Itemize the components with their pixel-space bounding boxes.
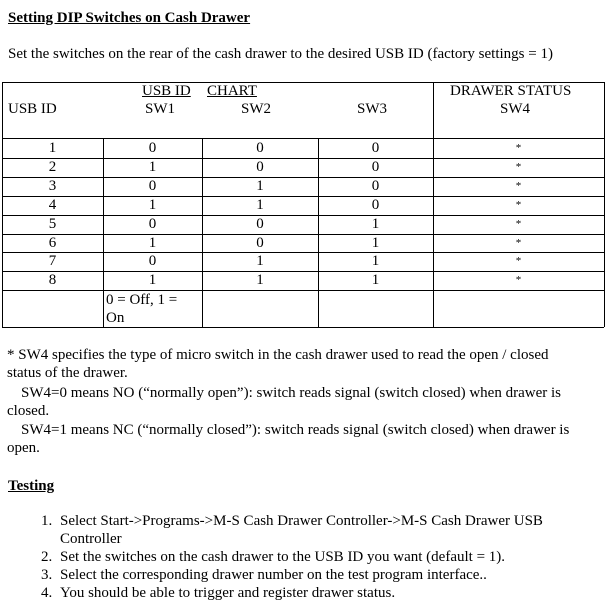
step-1-line-2: Controller xyxy=(60,531,122,547)
header-sw2: SW2 xyxy=(241,101,271,117)
cell-usb-id: 6 xyxy=(48,235,57,251)
note-line-1: * SW4 specifies the type of micro switch in the cash drawer used to read the open / closed xyxy=(7,347,549,363)
cell-sw4: * xyxy=(515,218,522,230)
cell-sw3: 1 xyxy=(371,253,380,269)
cell-usb-id: 7 xyxy=(48,253,57,269)
legend-line-2: On xyxy=(106,310,125,326)
cell-sw1: 1 xyxy=(148,197,157,213)
table-bottom-border xyxy=(2,327,604,328)
cell-sw1: 0 xyxy=(148,178,157,194)
cell-usb-id: 3 xyxy=(48,178,57,194)
header-usb-id: USB ID xyxy=(8,101,57,117)
cell-usb-id: 1 xyxy=(48,140,57,156)
table-right-border xyxy=(604,82,605,327)
cell-sw1: 1 xyxy=(148,235,157,251)
cell-sw2: 0 xyxy=(256,216,264,232)
testing-heading: Testing xyxy=(8,478,55,494)
cell-sw1: 0 xyxy=(148,140,157,156)
cell-usb-id: 8 xyxy=(48,272,57,288)
cell-sw2: 0 xyxy=(256,140,264,156)
cell-sw4: * xyxy=(515,199,522,211)
header-usb-id-group: USB ID xyxy=(142,83,191,99)
step-1 xyxy=(56,512,611,548)
cell-sw3: 1 xyxy=(371,235,380,251)
note-line-4: closed. xyxy=(7,403,50,419)
cell-sw1: 0 xyxy=(148,253,157,269)
cell-sw3: 1 xyxy=(371,216,380,232)
cell-sw1: 1 xyxy=(148,159,157,175)
note-line-6: open. xyxy=(7,440,40,456)
step-4-text: You should be able to trigger and register drawer status. xyxy=(60,585,396,601)
page-title: Setting DIP Switches on Cash Drawer xyxy=(8,10,251,26)
cell-sw2: 1 xyxy=(256,272,264,288)
header-sw3: SW3 xyxy=(357,101,387,117)
cell-sw4: * xyxy=(515,180,522,192)
cell-sw1: 0 xyxy=(148,216,157,232)
step-3-text: Select the corresponding drawer number on the test program interface.. xyxy=(60,567,487,583)
table-legend-border xyxy=(2,290,604,291)
cell-sw3: 0 xyxy=(371,178,380,194)
cell-sw4: * xyxy=(515,255,522,267)
note-line-2: status of the drawer. xyxy=(7,365,128,381)
step-2-text: Set the switches on the cash drawer to the USB ID you want (default = 1). xyxy=(60,549,506,565)
cell-sw2: 0 xyxy=(256,235,264,251)
note-line-5: SW4=1 means NC (“normally closed”): switch reads signal (switch closed) when drawer is xyxy=(21,422,570,438)
header-sw4: SW4 xyxy=(500,101,530,117)
testing-steps xyxy=(26,512,611,602)
header-sw1: SW1 xyxy=(145,101,175,117)
cell-sw1: 1 xyxy=(148,272,157,288)
note-line-3: SW4=0 means NO (“normally open”): switch reads signal (switch closed) when drawer is xyxy=(21,385,561,401)
cell-sw4: * xyxy=(515,274,522,286)
cell-usb-id: 5 xyxy=(48,216,57,232)
step-1-line-1: Select Start->Programs->M-S Cash Drawer Controller->M-S Cash Drawer USB xyxy=(60,513,543,529)
step-2 xyxy=(56,548,611,566)
cell-sw4: * xyxy=(515,237,522,249)
cell-sw4: * xyxy=(515,142,522,154)
cell-sw2: 1 xyxy=(256,197,264,213)
step-4 xyxy=(56,584,611,602)
header-chart-group: CHART xyxy=(207,83,257,99)
cell-sw3: 0 xyxy=(371,197,380,213)
cell-usb-id: 2 xyxy=(48,159,57,175)
cell-sw2: 1 xyxy=(256,178,264,194)
cell-sw3: 1 xyxy=(371,272,380,288)
legend-line-1: 0 = Off, 1 = xyxy=(106,292,178,308)
cell-sw4: * xyxy=(515,161,522,173)
cell-sw2: 0 xyxy=(256,159,264,175)
step-3 xyxy=(56,566,611,584)
intro-text: Set the switches on the rear of the cash drawer to the desired USB ID (factory settings = 1) xyxy=(8,46,553,62)
cell-sw2: 1 xyxy=(256,253,264,269)
header-drawer-status: DRAWER STATUS xyxy=(450,83,572,99)
cell-sw3: 0 xyxy=(371,159,380,175)
cell-usb-id: 4 xyxy=(48,197,57,213)
cell-sw3: 0 xyxy=(371,140,380,156)
